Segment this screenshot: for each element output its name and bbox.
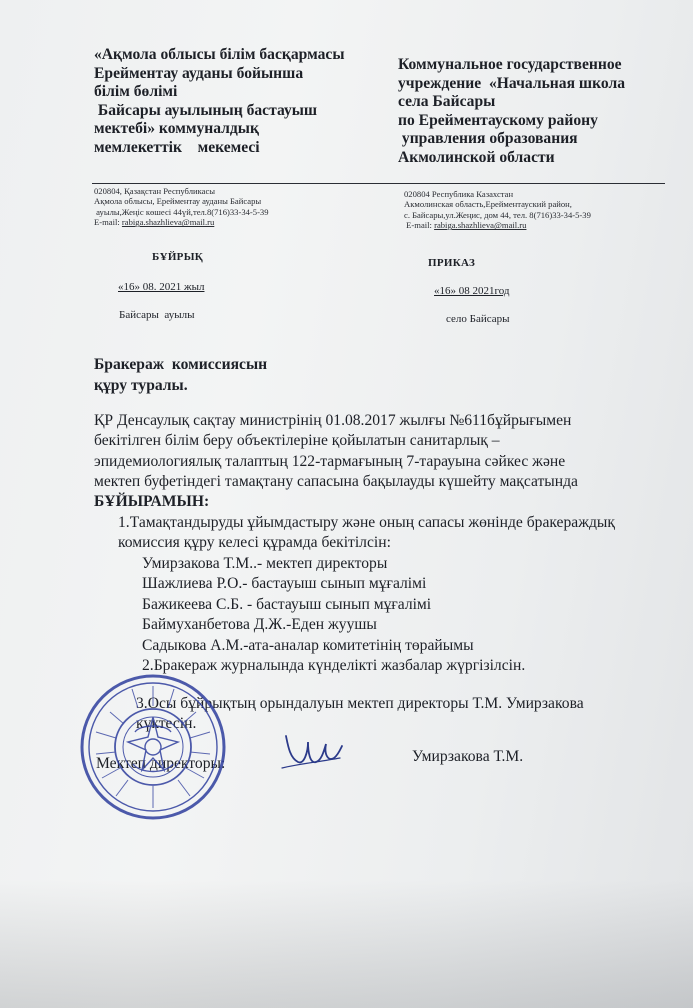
preamble-line: мектеп буфетіндегі тамақтану сапасына бақылауды күшейту мақсатында bbox=[94, 473, 578, 491]
member-item: Бажикеева С.Б. - бастауыш сынып мұғалімі bbox=[142, 595, 432, 613]
header-kazakh-line: білім бөлімі bbox=[94, 83, 178, 101]
header-kazakh-line: «Ақмола облысы білім басқармасы bbox=[94, 46, 345, 63]
member-item: Умирзакова Т.М..- мектеп директоры bbox=[142, 555, 388, 572]
address-russian-line: Акмолинская область,Ерейментауский район, bbox=[404, 199, 572, 210]
header-russian-line: по Ерейментаускому району bbox=[398, 111, 598, 129]
commission-members bbox=[142, 554, 474, 656]
item-3-line: 3.Осы бұйрықтың орындалуын мектеп директоры Т.М. Умирзакова bbox=[136, 695, 584, 712]
address-russian-email-row bbox=[404, 220, 591, 230]
signature-label: Мектеп директоры: bbox=[96, 755, 226, 772]
order-type-russian: ПРИКАЗ bbox=[428, 257, 476, 269]
address-kazakh-email-row bbox=[94, 217, 269, 227]
address-russian-line: 020804 Республика Казахстан bbox=[404, 189, 514, 199]
order-type-kazakh: БҰЙРЫҚ bbox=[152, 251, 204, 263]
order-date-russian: «16» 08 2021год bbox=[434, 285, 510, 297]
order-place-kazakh: Байсары ауылы bbox=[119, 309, 195, 321]
header-russian-line: села Байсары bbox=[398, 93, 496, 111]
preamble-line: эпидемиологиялық талаптың 122-тармағының 7-тарауына сәйкес және bbox=[94, 452, 566, 470]
header-divider bbox=[92, 183, 665, 184]
header-kazakh-line: мемлекеттік мекемесі bbox=[94, 138, 260, 156]
order-date-kazakh: «16» 08. 2021 жыл bbox=[118, 281, 205, 293]
email-label: E-mail: bbox=[94, 217, 122, 228]
member-item: Шажлиева Р.О.- бастауыш сынып мұғалімі bbox=[142, 575, 427, 593]
header-russian-line: Акмолинской области bbox=[398, 148, 555, 166]
header-russian-line: Коммунальное государственное bbox=[398, 56, 622, 73]
preamble bbox=[94, 411, 578, 493]
email-link[interactable]: rabiga.shazhlieva@mail.ru bbox=[434, 220, 527, 231]
email-label: E-mail: bbox=[404, 220, 435, 231]
header-kazakh-line: мектебі» коммуналдық bbox=[94, 120, 259, 138]
header-russian-line: учреждение «Начальная школа bbox=[398, 74, 626, 92]
official-seal-icon bbox=[78, 672, 228, 822]
address-kazakh bbox=[94, 186, 269, 228]
preamble-line: бекітілген білім беру объектілеріне қойылатын санитарлық – bbox=[94, 432, 500, 450]
handwritten-signature-icon bbox=[278, 728, 346, 774]
item-1-line: комиссия құру келесі құрамда бекітілсін: bbox=[118, 534, 391, 552]
member-item: Садыкова А.М.-ата-аналар комитетінің төрайымы bbox=[142, 636, 474, 654]
header-russian bbox=[398, 56, 625, 168]
address-kazakh-line: ауылы,Жеңіс көшесі 44үй,тел.8(716)33-34-5-39 bbox=[94, 206, 269, 217]
order-title-line: Бракераж комиссиясын bbox=[94, 356, 268, 373]
address-kazakh-line: 020804, Қазақстан Республикасы bbox=[94, 186, 216, 196]
email-link[interactable]: rabiga.shazhlieva@mail.ru bbox=[121, 217, 215, 228]
member-item: Баймуханбетова Д.Ж.-Еден жуушы bbox=[142, 616, 377, 634]
page-shadow bbox=[0, 880, 693, 1008]
header-kazakh bbox=[94, 46, 345, 158]
order-title bbox=[94, 354, 267, 396]
order-place-russian: село Байсары bbox=[446, 313, 510, 325]
preamble-line: ҚР Денсаулық сақтау министрінің 01.08.2017 жылғы №611бұйрығымен bbox=[94, 412, 572, 429]
header-kazakh-line: Байсары ауылының бастауыш bbox=[94, 101, 318, 119]
command-word: БҰЙЫРАМЫН: bbox=[94, 493, 210, 510]
order-title-line: құру туралы. bbox=[94, 377, 188, 394]
item-2: 2.Бракераж журналында күнделікті жазбалар жүргізілсін. bbox=[142, 657, 526, 674]
header-kazakh-line: Ерейментау ауданы бойынша bbox=[94, 64, 304, 82]
signature-name: Умирзакова Т.М. bbox=[412, 748, 524, 765]
address-russian-line: с. Байсары,ул.Жеңис, дом 44, тел. 8(716)33-34-5-39 bbox=[404, 209, 591, 220]
header-russian-line: управления образования bbox=[398, 130, 578, 148]
address-kazakh-line: Ақмола облысы, Ерейментау ауданы Байсары bbox=[94, 196, 262, 207]
address-russian bbox=[404, 189, 591, 231]
item-1 bbox=[118, 513, 615, 554]
item-3-line: күктесін. bbox=[136, 715, 197, 733]
item-1-line: 1.Тамақтандыруды ұйымдастыру және оның сапасы жөнінде бракераждық bbox=[118, 514, 615, 531]
